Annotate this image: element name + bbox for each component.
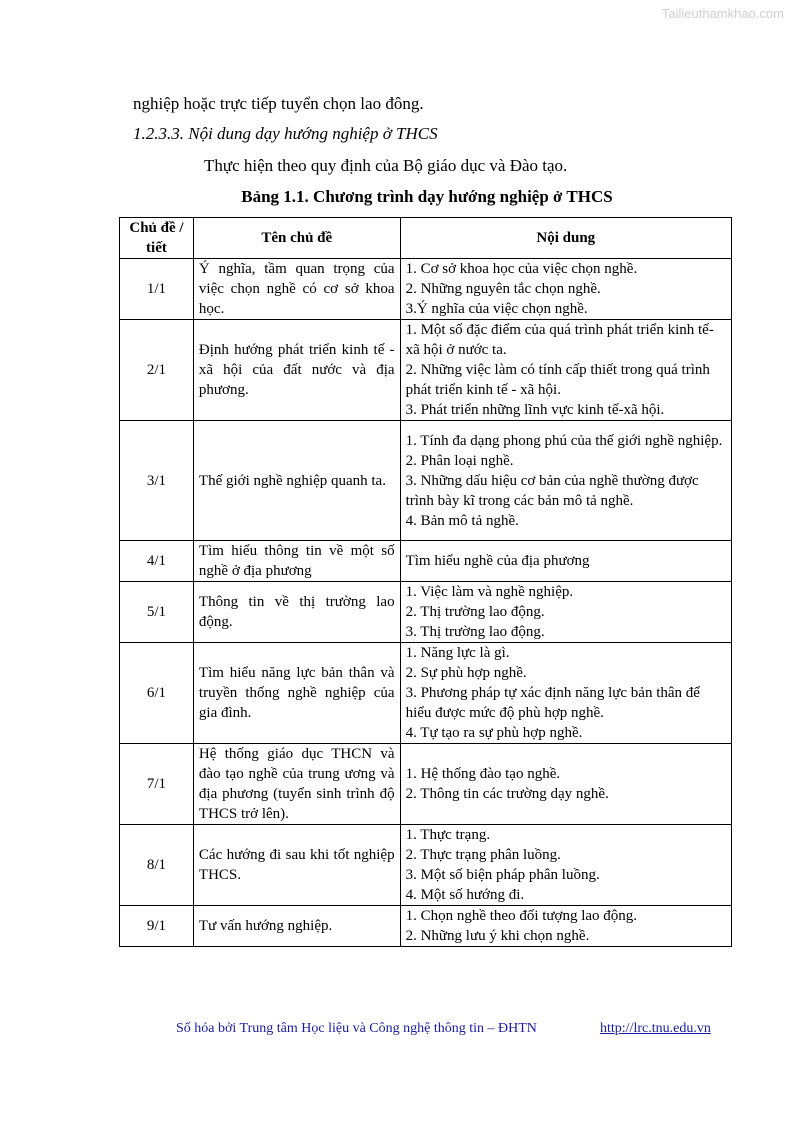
- topic-name-cell: Định hướng phát triển kinh tế - xã hội của đất nước và địa phương.: [193, 320, 400, 421]
- topic-name-cell: Tìm hiểu năng lực bản thân và truyền thống nghề nghiệp của gia đình.: [193, 643, 400, 744]
- content-cell: [400, 541, 731, 582]
- header-topic-name: Tên chủ đề: [193, 218, 400, 259]
- content-line: 2. Những nguyên tắc chọn nghề.: [405, 281, 601, 297]
- topic-name-cell: Tìm hiểu thông tin về một số nghề ở địa phương: [193, 541, 400, 582]
- topic-number-cell: 1/1: [120, 259, 194, 320]
- content-line: 1. Năng lực là gì.: [405, 645, 510, 661]
- table-caption: Bảng 1.1. Chương trình dạy hướng nghiệp ở THCS: [241, 187, 613, 206]
- table-row: [120, 744, 732, 825]
- intro-paragraph: Thực hiện theo quy định của Bộ giáo dục và Đào tạo.: [204, 156, 568, 175]
- content-line: 1. Hệ thống đào tạo nghề.: [405, 766, 561, 782]
- content-line: 4. Một số hướng đi.: [405, 887, 525, 903]
- topic-name-cell: Thế giới nghề nghiệp quanh ta.: [193, 421, 400, 541]
- topic-name-cell: Thông tin về thị trường lao động.: [193, 582, 400, 643]
- footer-link[interactable]: http://lrc.tnu.edu.vn: [600, 1021, 711, 1036]
- content-line: 2. Thực trạng phân luồng.: [405, 847, 561, 863]
- content-cell: [400, 906, 731, 947]
- header-content: Nội dung: [400, 218, 731, 259]
- table-header-row: [120, 218, 732, 259]
- topic-number-cell: 2/1: [120, 320, 194, 421]
- topic-number-cell: 9/1: [120, 906, 194, 947]
- content-cell: [400, 320, 731, 421]
- table-row: [120, 259, 732, 320]
- content-line: 1. Việc làm và nghề nghiệp.: [405, 584, 574, 600]
- topic-name-cell: Hệ thống giáo dục THCN và đào tạo nghề của trung ương và địa phương (tuyển sinh trình độ THCS trở lên).: [193, 744, 400, 825]
- content-cell: [400, 825, 731, 906]
- content-line: 3. Những dấu hiệu cơ bản của nghề thường được trình bày kĩ trong các bản mô tả nghề.: [405, 472, 699, 509]
- content-line: 3. Phát triển những lĩnh vực kinh tế-xã hội.: [405, 402, 665, 418]
- content-line: 3. Phương pháp tự xác định năng lực bản thân để hiểu được mức độ phù hợp nghề.: [405, 685, 700, 721]
- footer-credit: Số hóa bởi Trung tâm Học liệu và Công nghệ thông tin – ĐHTN: [176, 1021, 537, 1036]
- content-line: 4. Bản mô tả nghề.: [405, 512, 519, 529]
- watermark: Tailieuthamkhao.com: [661, 6, 784, 21]
- table-row: [120, 906, 732, 947]
- header-topic-number: Chủ đề / tiết: [120, 218, 194, 259]
- table-row: [120, 643, 732, 744]
- table-row: [120, 421, 732, 541]
- content-line: 3.Ý nghĩa của việc chọn nghề.: [405, 301, 588, 317]
- content-line: 2. Thị trường lao động.: [405, 604, 545, 620]
- content-line: 4. Tự tạo ra sự phù hợp nghề.: [405, 725, 583, 741]
- table-row: [120, 541, 732, 582]
- table-row: [120, 825, 732, 906]
- content-cell: [400, 744, 731, 825]
- content-cell: [400, 643, 731, 744]
- topic-number-cell: 3/1: [120, 421, 194, 541]
- content-line: 2. Thông tin các trường dạy nghề.: [405, 786, 609, 802]
- content-cell: [400, 582, 731, 643]
- topic-number-cell: 4/1: [120, 541, 194, 582]
- topic-number-cell: 5/1: [120, 582, 194, 643]
- content-line: 1. Chọn nghề theo đối tượng lao động.: [405, 908, 638, 924]
- content-line: 1. Tính đa dạng phong phú của thế giới nghề nghiệp.: [405, 432, 723, 449]
- content-line: 1. Cơ sở khoa học của việc chọn nghề.: [405, 261, 638, 277]
- topic-name-cell: Các hướng đi sau khi tốt nghiệp THCS.: [193, 825, 400, 906]
- table-row: [120, 582, 732, 643]
- topic-number-cell: 8/1: [120, 825, 194, 906]
- content-line: 2. Phân loại nghề.: [405, 452, 514, 469]
- content-line: 3. Thị trường lao động.: [405, 624, 545, 640]
- content-line: 1. Một số đặc điểm của quá trình phát triển kinh tế-xã hội ở nước ta.: [405, 322, 714, 358]
- topic-number-cell: 7/1: [120, 744, 194, 825]
- section-heading: 1.2.3.3. Nội dung dạy hướng nghiệp ở THCS: [133, 124, 438, 143]
- content-line: 2. Những việc làm có tính cấp thiết trong quá trình phát triển kinh tế - xã hội.: [405, 362, 710, 398]
- content-cell: [400, 259, 731, 320]
- content-line: 1. Thực trạng.: [405, 827, 491, 843]
- curriculum-table: [119, 217, 732, 947]
- content-line: Tìm hiểu nghề của địa phương: [405, 553, 590, 569]
- content-line: 2. Những lưu ý khi chọn nghề.: [405, 928, 590, 944]
- topic-number-cell: 6/1: [120, 643, 194, 744]
- topic-name-cell: Ý nghĩa, tầm quan trọng của việc chọn nghề có cơ sở khoa học.: [193, 259, 400, 320]
- continuation-text: nghiệp hoặc trực tiếp tuyển chọn lao đông.: [133, 94, 424, 113]
- content-cell: [400, 421, 731, 541]
- content-line: 3. Một số biện pháp phân luồng.: [405, 867, 600, 883]
- content-line: 2. Sự phù hợp nghề.: [405, 665, 527, 681]
- topic-name-cell: Tư vấn hướng nghiệp.: [193, 906, 400, 947]
- table-row: [120, 320, 732, 421]
